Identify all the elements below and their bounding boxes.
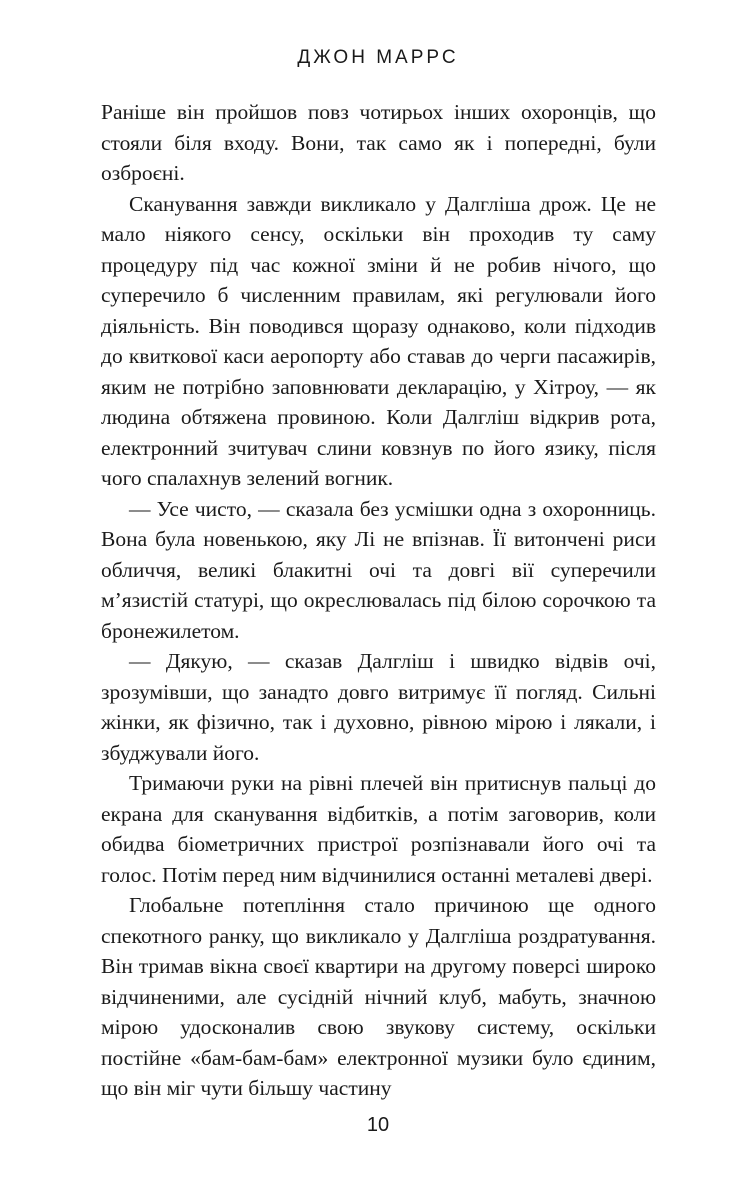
body-text [101, 97, 656, 1104]
paragraph: — Усе чисто, — сказала без усмішки одна з охоронниць. Вона була новенькою, яку Лі не впізнав. Її витончені риси обличчя, великі блакитні очі та довгі вії суперечили м’язистій статурі, що окреслювалась під білою сорочкою та бронежилетом. [101, 496, 656, 643]
paragraph: Сканування завжди викликало у Далгліша дрож. Це не мало ніякого сенсу, оскільки він проходив ту саму процедуру під час кожної зміни й не робив нічого, що суперечило б численним правилам, які регулювали його діяльність. Він поводився щоразу однаково, коли підходив до квиткової каси аеропорту або ставав до черги пасажирів, яким не потрібно заповнювати декларацію, у Хітроу, — як людина обтяжена провиною. Коли Далгліш відкрив рота, електронний зчитувач слини ковзнув по його язику, після чого спалахнув зелений вогник. [101, 191, 656, 490]
paragraph: Раніше він пройшов повз чотирьох інших охоронців, що стояли біля входу. Вони, так само як і попередні, були озброєні. [101, 100, 656, 185]
page-number: 10 [366, 1114, 390, 1136]
paragraph: Глобальне потепління стало причиною ще одного спекотного ранку, що викликало у Далгліша роздратування. Він тримав вікна своєї квартири на другому поверсі широко відчиненими, але сусідній нічний клуб, мабуть, значною мірою удосконалив свою звукову систему, оскільки постійне «бам-бам-бам» електронної музики було єдиним, що він міг чути більшу частину [101, 893, 656, 1100]
paragraph: Тримаючи руки на рівні плечей він притиснув пальці до екрана для сканування відбитків, а потім заговорив, коли обидва біометричних пристрої розпізнавали його очі та голос. Потім перед ним відчинилися останні металеві двері. [101, 771, 656, 887]
paragraph: — Дякую, — сказав Далгліш і швидко відвів очі, зрозумівши, що занадто довго витримує її погляд. Сильні жінки, як фізично, так і духовно, рівною мірою і лякали, і збуджували його. [101, 649, 656, 765]
running-header: ДЖОН МАРРС [297, 47, 459, 68]
